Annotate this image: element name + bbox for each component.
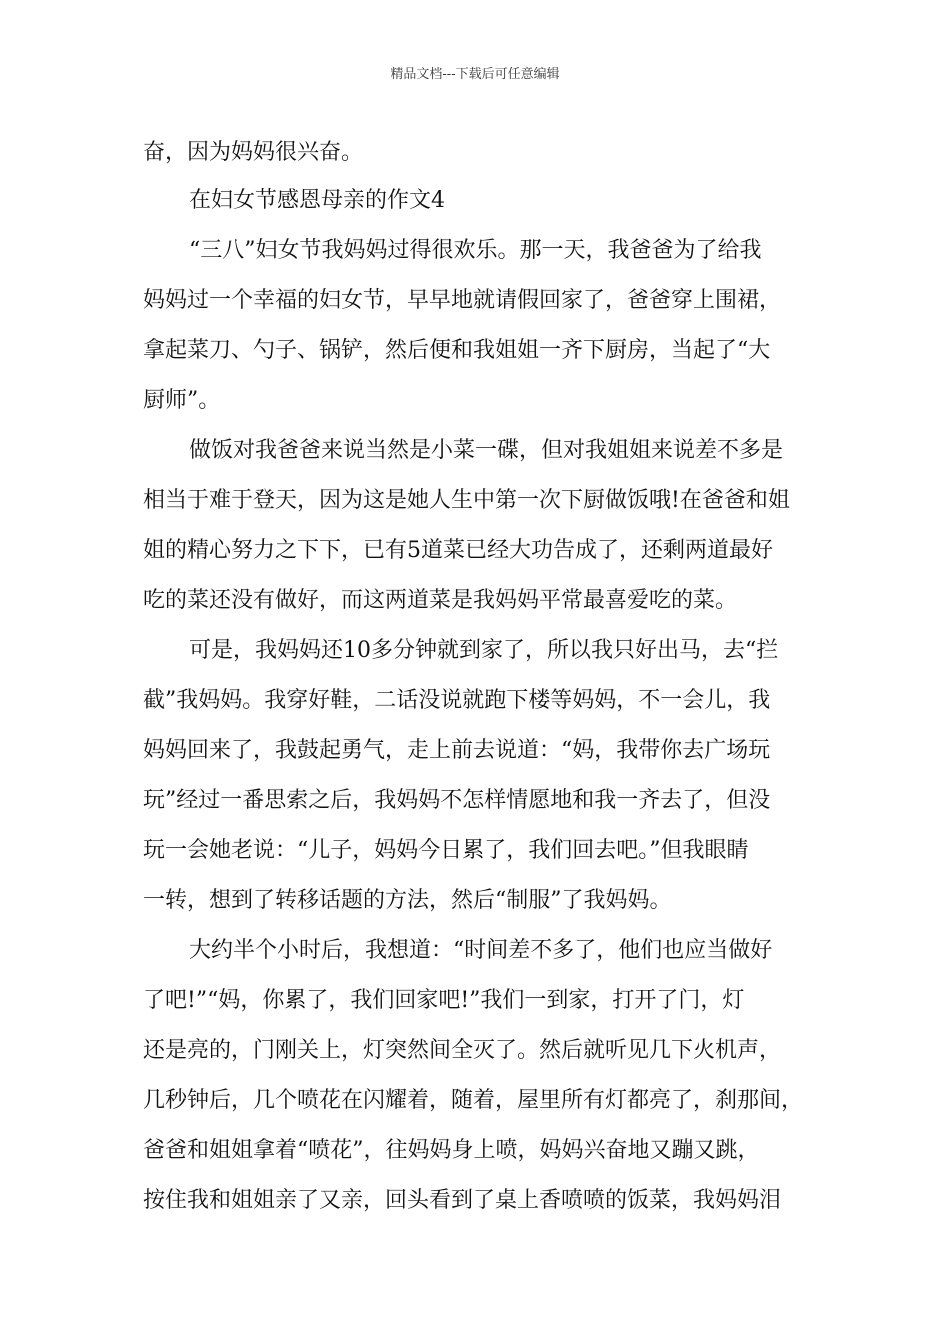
page-header: 精品文档---下载后可任意编辑: [390, 67, 560, 82]
text-line: 按住我和姐姐亲了又亲，回头看到了桌上香喷喷的饭菜，我妈妈泪: [143, 1188, 782, 1213]
text-line: 大约半个小时后，我想道：“时间差不多了，他们也应当做好: [189, 938, 773, 963]
text-line: 相当于难于登天，因为这是她人生中第一次下厨做饭哦!在爸爸和姐: [143, 488, 790, 513]
text-line: 一转，想到了转移话题的方法，然后“制服”了我妈妈。: [143, 888, 672, 913]
text-line: 姐的精心努力之下下，已有5道菜已经大功告成了，还剩两道最好: [143, 538, 773, 563]
text-line: 吃的菜还没有做好，而这两道菜是我妈妈平常最喜爱吃的菜。: [143, 588, 738, 613]
text-line: 截”我妈妈。我穿好鞋，二话没说就跑下楼等妈妈，不一会儿，我: [143, 688, 771, 713]
text-line: 妈妈过一个幸福的妇女节，早早地就请假回家了，爸爸穿上围裙，: [143, 288, 782, 313]
text-line: “三八”妇女节我妈妈过得很欢乐。那一天，我爸爸为了给我: [189, 238, 762, 263]
text-line: 还是亮的，门刚关上，灯突然间全灭了。然后就听见几下火机声，: [143, 1038, 782, 1063]
text-line: 玩”经过一番思索之后，我妈妈不怎样情愿地和我一齐去了，但没: [143, 788, 771, 813]
text-line: 奋，因为妈妈很兴奋。: [143, 140, 364, 165]
text-line: 厨师”。: [143, 388, 221, 413]
text-line: 了吧!”“妈，你累了，我们回家吧!”我们一到家，打开了门，灯: [143, 988, 745, 1013]
text-line: 拿起菜刀、勺子、锅铲，然后便和我姐姐一齐下厨房，当起了“大: [143, 338, 771, 363]
section-heading: 在妇女节感恩母亲的作文4: [189, 188, 445, 213]
text-line: 爸爸和姐姐拿着“喷花”，往妈妈身上喷，妈妈兴奋地又蹦又跳，: [143, 1138, 760, 1163]
text-line: 妈妈回来了，我鼓起勇气，走上前去说道：“妈，我带你去广场玩: [143, 738, 771, 763]
text-line: 玩一会她老说：“儿子，妈妈今日累了，我们回去吧。”但我眼睛: [143, 838, 749, 863]
text-line: 做饭对我爸爸来说当然是小菜一碟，但对我姐姐来说差不多是: [189, 438, 784, 463]
text-line: 几秒钟后，几个喷花在闪耀着，随着，屋里所有灯都亮了，刹那间，: [143, 1088, 804, 1113]
text-line: 可是，我妈妈还10多分钟就到家了，所以我只好出马，去“拦: [189, 638, 779, 663]
